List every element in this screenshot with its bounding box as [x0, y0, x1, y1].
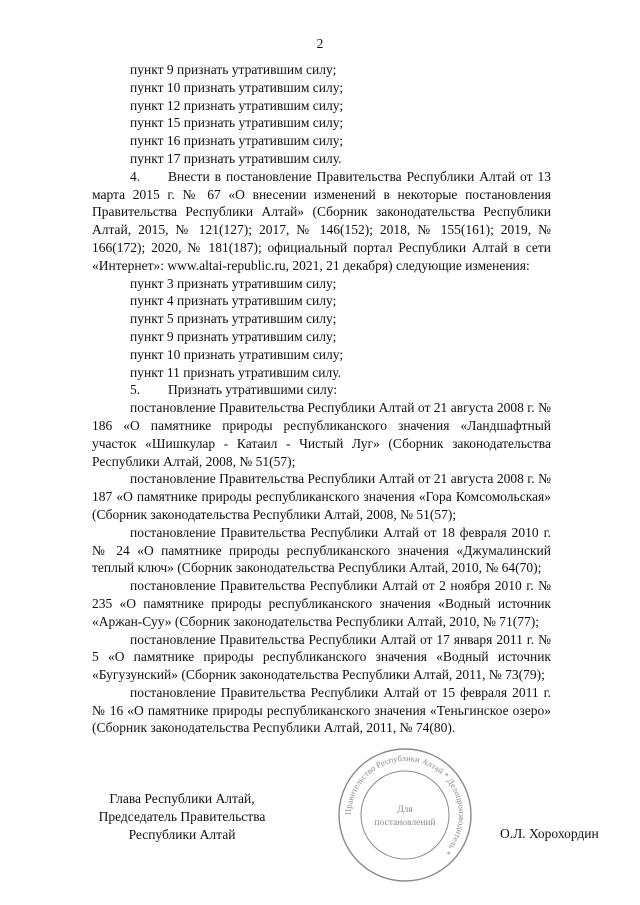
item-4 — [92, 168, 551, 275]
list-item: пункт 11 признать утратившим силу. — [130, 364, 342, 380]
item-number: 4. — [130, 168, 141, 184]
item-text: Внести в постановление Правительства Республики Алтай от 13 марта 2015 г. № 67 «О внесении изменений в некоторые постановления Правительства Республики Алтай» (Сборник законодательства Республики Алтай, 2015, № 121(127); 2017, № 146(152); 2018, № 155(161); 2019, № 166(172); 2020, № 181(187); официальный портал Республики Алтай в сети «Интернет»: www.altai-republic.ru, 2021, 21 декабря) следующие изменения: — [92, 168, 551, 273]
list-item: пункт 9 признать утратившим силу; — [130, 328, 337, 344]
repealed-act-paragraph: постановление Правительства Республики Алтай от 21 августа 2008 г. № 187 «О памятнике природы республиканского значения «Гора Комсомольская» (Сборник законодательства Республики Алтай, 2008, № 51(57); — [92, 471, 551, 522]
repealed-act-paragraph: постановление Правительства Республики Алтай от 21 августа 2008 г. № 186 «О памятнике природы республиканского значения «Ландшафтный участок «Шишкулар - Катаил - Чистый Луг» (Сборник законодательства Республики Алтай, 2008, № 51(57); — [92, 400, 551, 469]
list-item: пункт 4 признать утратившим силу; — [130, 293, 337, 309]
list-item: пункт 10 признать утратившим силу; — [130, 79, 344, 95]
seal-center-text: постановлений — [374, 818, 436, 828]
list-item: пункт 17 признать утратившим силу. — [130, 150, 342, 166]
list-item: пункт 15 признать утратившим силу; — [130, 115, 344, 131]
repealed-act-paragraph: постановление Правительства Республики Алтай от 17 января 2011 г. № 5 «О памятнике природы республиканского значения «Водный источник «Бугузунский» (Сборник законодательства Республики Алтай, 2011, № 73(79); — [92, 631, 551, 683]
page-number: 2 — [316, 36, 324, 51]
document-body — [92, 61, 551, 737]
repealed-act-paragraph: постановление Правительства Республики Алтай от 18 февраля 2010 г. № 24 «О памятнике природы республиканского значения «Джумалинский теплый ключ» (Сборник законодательства Республики Алтай, 2010, № 64(70); — [92, 524, 551, 576]
item-5 — [92, 381, 551, 399]
seal-outer-ring — [339, 749, 471, 881]
item-text: Признать утратившими силу: — [168, 382, 338, 398]
signatory-title-line: Республики Алтай — [128, 827, 236, 842]
list-item: пункт 9 признать утратившим силу; — [130, 62, 337, 77]
list-item: пункт 12 признать утратившим силу; — [130, 97, 344, 113]
signatory-name: О.Л. Хорохордин — [500, 826, 599, 841]
list-item: пункт 10 признать утратившим силу; — [130, 346, 344, 362]
official-seal — [335, 745, 475, 885]
list-item: пункт 3 признать утратившим силу; — [130, 275, 337, 291]
signatory-title-line: Председатель Правительства — [98, 809, 266, 824]
signatory-title — [92, 790, 272, 844]
list-item: пункт 5 признать утратившим силу; — [130, 311, 337, 327]
seal-center-text: Для — [397, 805, 413, 815]
repealed-act-paragraph: постановление Правительства Республики Алтай от 15 февраля 2011 г. № 16 «О памятнике природы республиканского значения «Теньгинское озеро» (Сборник законодательства Республики Алтай, 2011, № 74(80). — [92, 684, 551, 736]
list-item: пункт 16 признать утратившим силу; — [130, 133, 344, 149]
seal-inner-ring — [361, 771, 449, 859]
repealed-act-paragraph: постановление Правительства Республики Алтай от 2 ноября 2010 г. № 235 «О памятнике природы республиканского значения «Водный источник «Аржан-Суу» (Сборник законодательства Республики Алтай, 2010, № 71(77); — [92, 578, 551, 629]
seal-ring-text: Правительство Республики Алтай * Делопроизводитель * — [342, 752, 468, 858]
signatory-title-line: Глава Республики Алтай, — [109, 791, 255, 806]
item-number: 5. — [130, 382, 141, 398]
